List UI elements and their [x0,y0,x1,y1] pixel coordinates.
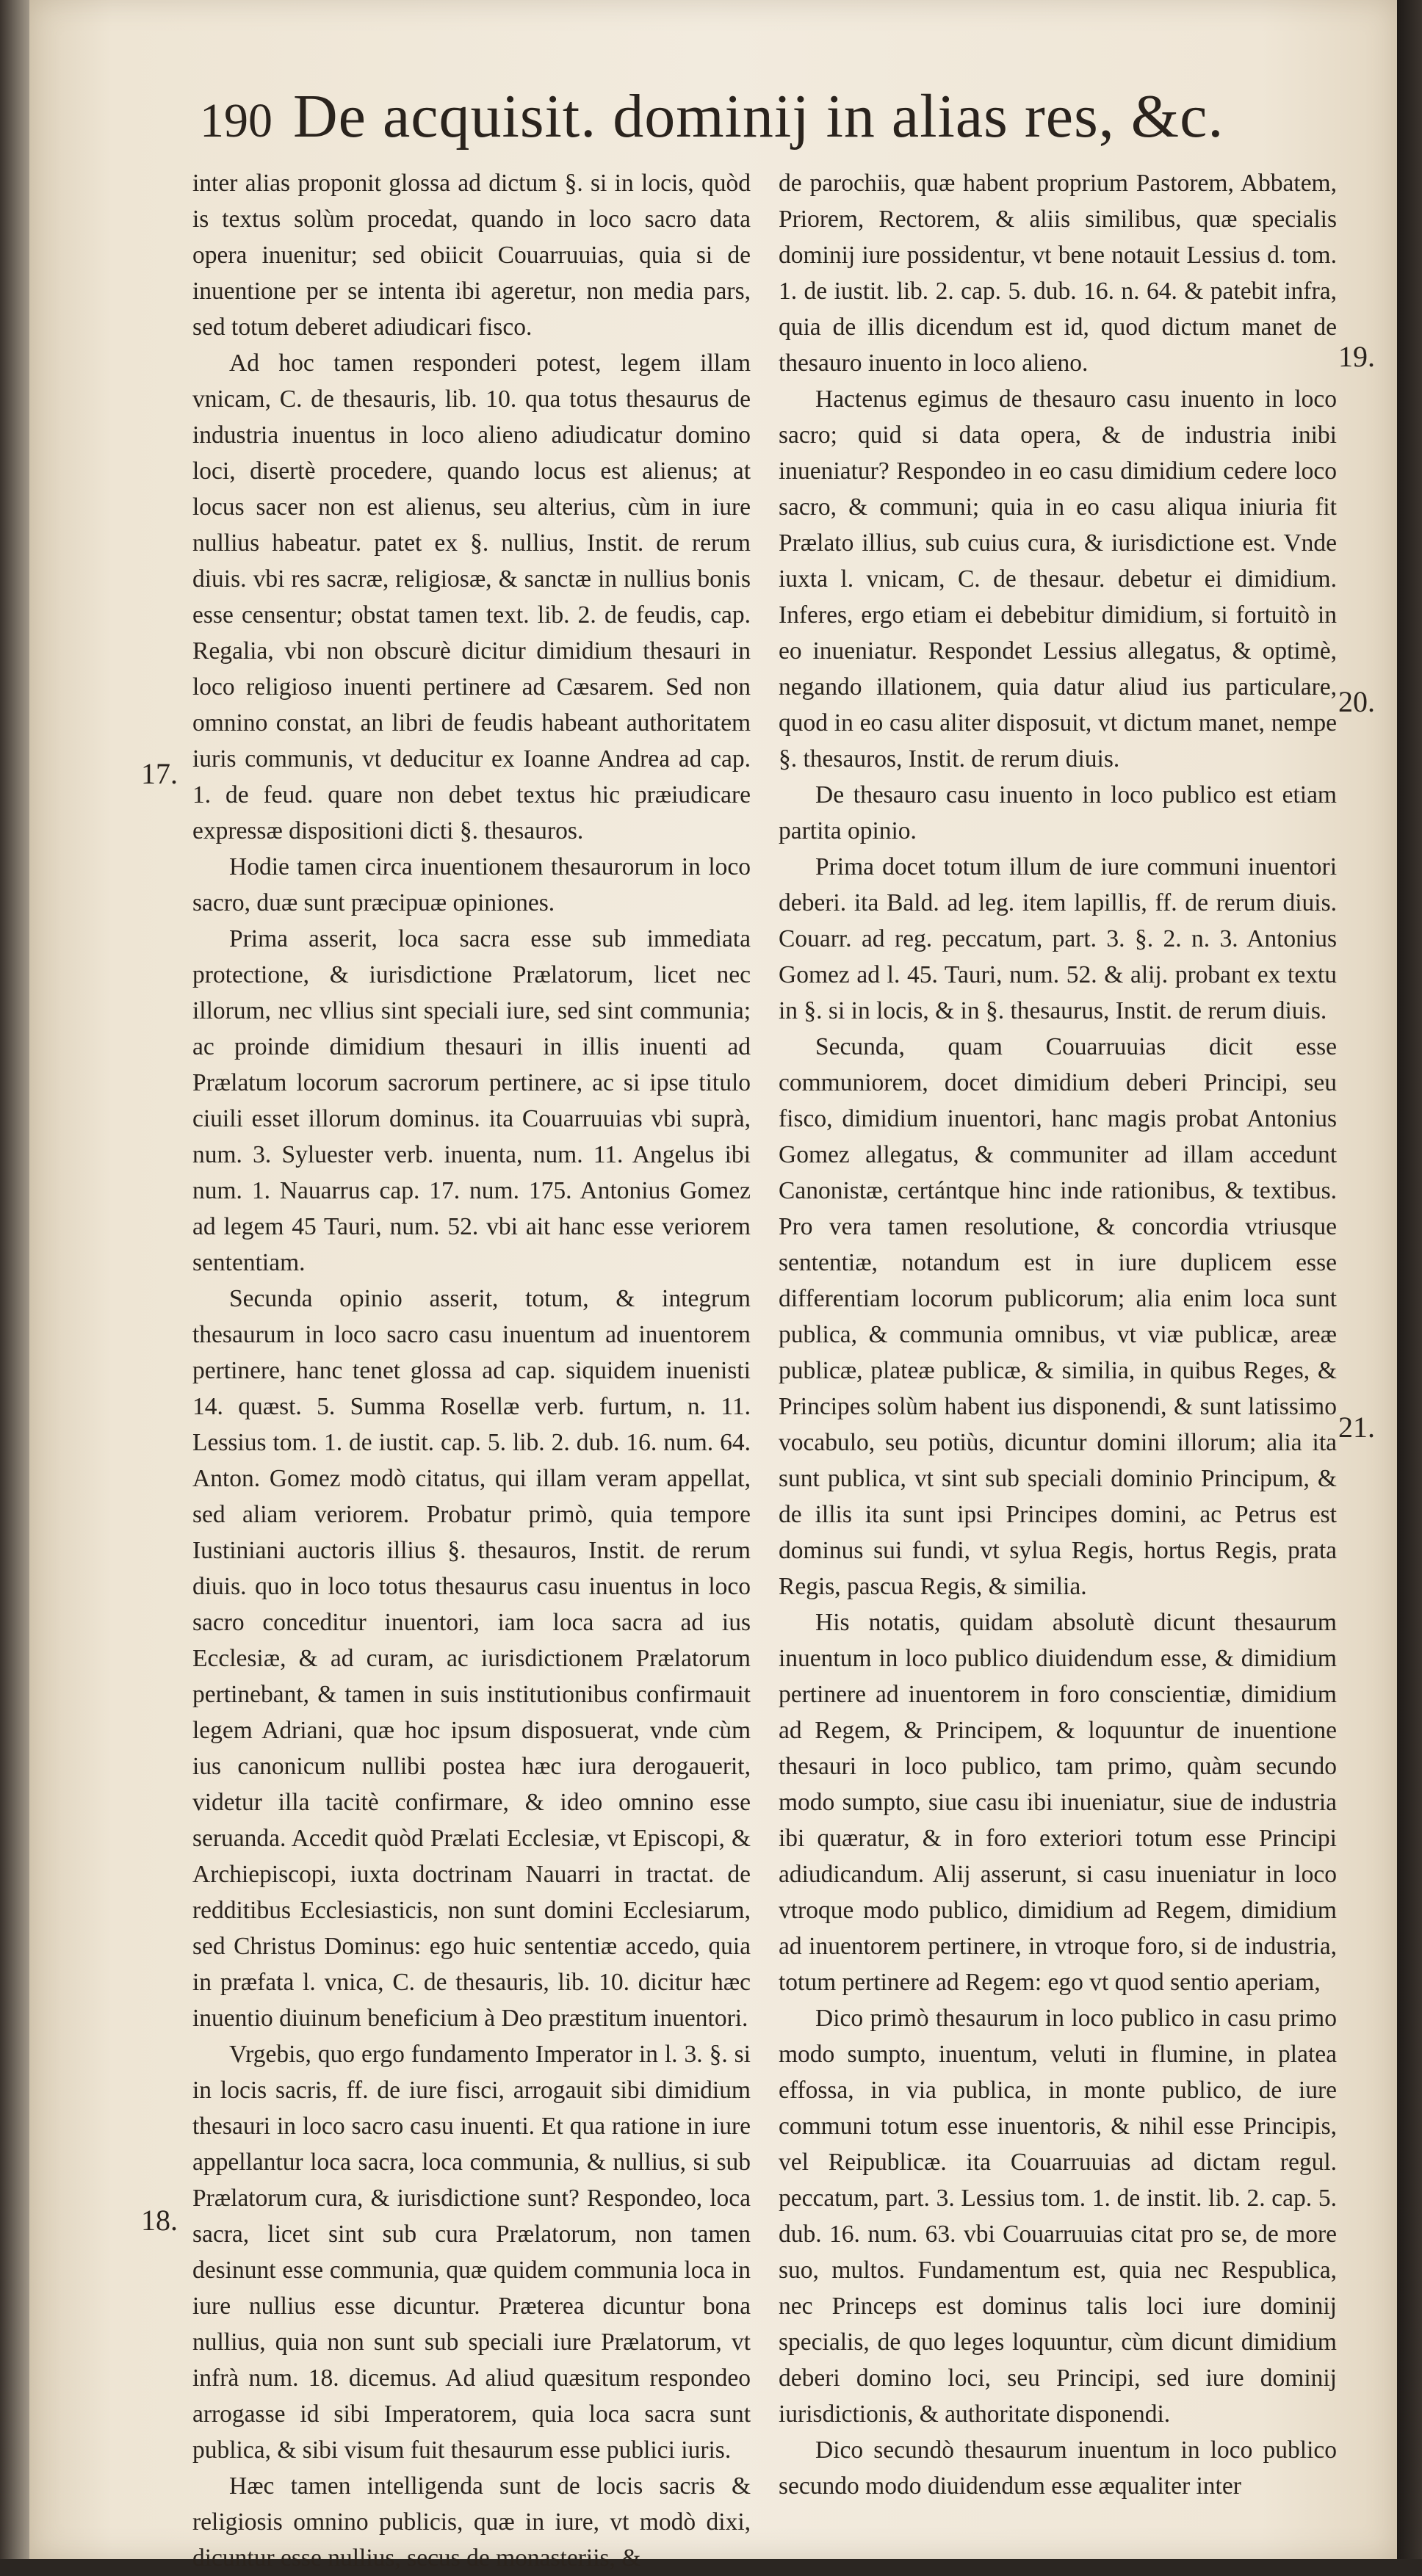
right-paragraph-5: Secunda, quam Couarruuias dicit esse communiorem, docet dimidium deberi Principi, seu fisco, dimidium inuentori, hanc magis probat Antonius Gomez allegatus, & communiter ad illam accedunt Canonistæ, certántque hinc inde rationibus, & textibus. Pro vera tamen resolutione, & concordia vtriusque sententiæ, notandum est in iure duplicem esse differentiam locorum publicorum; alia enim loca sunt publica, & communia omnibus, vt viæ publicæ, areæ publicæ, plateæ publicæ, & similia, in quibus Reges, & Principes solùm habent ius disponendi, & sunt latissimo vocabulo, seu potiùs, dicuntur domini illorum; alia ita sunt publica, vt sint sub speciali dominio Principum, & de illis ita sunt ipsi Principes domini, ac Petrus est dominus sui fundi, vt sylua Regis, hortus Regis, prata Regis, pascua Regis, & similia. [779,1033,1337,1600]
right-paragraph-4: Prima docet totum illum de iure communi inuentori deberi. ita Bald. ad leg. item lapillis, ff. de rerum diuis. Couarr. ad reg. peccatum, part. 3. §. 2. n. 3. Antonius Gomez ad l. 45. Tauri, num. 52. & alij. probant ex textu in §. si in locis, & in §. thesaurus, Instit. de rerum diuis. [779,853,1337,1024]
page-edge-shadow [1397,0,1422,2559]
margin-number-18: 18. [141,2204,178,2237]
margin-number-17: 17. [141,757,178,790]
margin-number-21: 21. [1338,1411,1375,1444]
right-paragraph-1: de parochiis, quæ habent proprium Pastorem, Abbatem, Priorem, Rectorem, & aliis similibus, quæ specialis dominij iure possidentur, vt bene notauit Lessius d. tom. 1. de iustit. lib. 2. cap. 5. dub. 16. n. 64. & patebit infra, quia de illis dicendum est id, quod dictum manet de thesauro inuento in loco alieno. [779,170,1337,377]
left-paragraph-3: Hodie tamen circa inuentionem thesaurorum in loco sacro, duæ sunt præcipuæ opiniones. [192,853,751,916]
margin-number-20: 20. [1338,685,1375,718]
right-paragraph-6: His notatis, quidam absolutè dicunt thesaurum inuentum in loco publico diuidendum esse, & dimidium pertinere ad inuentorem in foro conscientiæ, dimidium ad Regem, & Principem, & loquuntur de inuentione thesauri in loco publico, tam primo, quàm secundo modo sumpto, siue casu ibi inueniatur, siue de industria ibi quæratur, & in foro exteriori totum esse Principi adiudicandum. Alij asserunt, si casu inueniatur in loco vtroque modo publico, dimidium ad Regem, dimidium ad inuentorem pertinere, in vtroque foro, si de industria, totum pertinere ad Regem: ego vt quod sentio aperiam, [779,1609,1337,1996]
left-column [192,165,751,2576]
left-paragraph-1: inter alias proponit glossa ad dictum §. si in locis, quòd is textus solùm procedat, quando in loco sacro data opera inuenitur; sed obiicit Couarruuias, quia si de inuentione per se intenta ibi ageretur, non media pars, sed totum deberet adiudicari fisco. [192,170,751,341]
margin-number-19: 19. [1338,340,1375,373]
right-paragraph-7: Dico primò thesaurum in loco publico in casu primo modo sumpto, inuentum, veluti in flumine, in platea effossa, in via publica, in monte publico, de iure communi totum esse inuentoris, & nihil esse Principis, vel Reipublicæ. ita Couarruuias ad dictam regul. peccatum, part. 3. Lessius tom. 1. de instit. lib. 2. cap. 5. dub. 16. num. 63. vbi Couarruuias citat pro se, de more suo, multos. Fundamentum est, quia nec Respublica, nec Princeps est dominus talis loci iure dominij specialis, de quo leges loquuntur, cùm dicunt dimidium deberi domino loci, seu Principi, sed iure dominij iurisdictionis, & authoritate disponendi. [779,2005,1337,2428]
right-paragraph-8: Dico secundò thesaurum inuentum in loco publico secundo modo diuidendum esse æqualiter inter [779,2436,1337,2500]
page-header [200,81,1228,162]
left-paragraph-4: Prima asserit, loca sacra esse sub immediata protectione, & iurisdictione Prælatorum, licet nec illorum, nec vllius sint speciali iure, sed sint communia; ac proinde dimidium thesauri in illis inuenti ad Prælatum locorum sacrorum pertinere, ac si ipse titulo ciuili esset illorum dominus. ita Couarruuias vbi suprà, num. 3. Syluester verb. inuenta, num. 11. Angelus ibi num. 1. Nauarrus cap. 17. num. 175. Antonius Gomez ad legem 45 Tauri, num. 52. vbi ait hanc esse veriorem sententiam. [192,925,751,1276]
page-number: 190 [200,94,273,148]
left-paragraph-5: Secunda opinio asserit, totum, & integrum thesaurum in loco sacro casu inuentum ad inuentorem pertinere, hanc tenet glossa ad cap. siquidem inuenisti 14. quæst. 5. Summa Rosellæ verb. furtum, n. 11. Lessius tom. 1. de iustit. cap. 5. lib. 2. dub. 16. num. 64. Anton. Gomez modò citatus, qui illam veram appellat, sed aliam veriorem. Probatur primò, quia tempore Iustiniani auctoris illius §. thesauros, Instit. de rerum diuis. quo in loco totus thesaurus casu inuentus in loco sacro conceditur inuentori, iam loca sacra ad ius Ecclesiæ, & ad curam, ac iurisdictionem Prælatorum pertinebant, & tamen in suis institutionibus confirmauit legem Adriani, quæ hoc ipsum disposuerat, vnde cùm ius canonicum nullibi postea hæc iura derogauerit, videtur illa tacitè confirmare, & ideo omnino esse seruanda. Accedit quòd Prælati Ecclesiæ, vt Episcopi, & Archiepiscopi, iuxta doctrinam Nauarri in tractat. de redditibus Ecclesiasticis, non sunt domini Ecclesiarum, sed Christus Dominus: ego huic sententiæ accedo, quia in præfata l. vnica, C. de thesauris, lib. 10. dicitur hæc inuentio diuinum beneficium à Deo præstitum inuentori. [192,1285,751,2032]
right-paragraph-3: De thesauro casu inuento in loco publico est etiam partita opinio. [779,781,1337,844]
left-paragraph-2: Ad hoc tamen responderi potest, legem illam vnicam, C. de thesauris, lib. 10. qua totus thesaurus de industria inuentus in loco alieno adiudicatur domino loci, disertè procedere, quando locus est alienus; at locus sacer non est alienus, seu alterius, cùm in iure nullius habeatur. patet ex §. nullius, Instit. de rerum diuis. vbi res sacræ, religiosæ, & sanctæ in nullius bonis esse censentur; obstat tamen text. lib. 2. de feudis, cap. Regalia, vbi non obscurè dicitur dimidium thesauri in loco religioso inuenti pertinere ad Cæsarem. Sed non omnino constat, an libri de feudis habeant authoritatem iuris communis, vt deducitur ex Ioanne Andrea ad cap. 1. de feud. quare non debet textus hic præiudicare expressæ dispositioni dicti §. thesauros. [192,350,751,844]
running-title: De acquisit. dominij in alias res, &c. [293,82,1224,151]
left-paragraph-7: Hæc tamen intelligenda sunt de locis sacris & religiosis omnino publicis, quæ in iure, vt modò dixi, dicuntur esse nullius, secus de monasteriis, & [192,2472,751,2572]
right-paragraph-2: Hactenus egimus de thesauro casu inuento in loco sacro; quid si data opera, & de industria inibi inueniatur? Respondeo in eo casu dimidium cedere loco sacro, & communi; quia in eo casu aliqua iniuria fit Prælato illius, sub cuius cura, & iurisdictione est. Vnde iuxta l. vnicam, C. de thesaur. debetur ei dimidium. Inferes, ergo etiam ei debebitur dimidium, si fortuitò in eo inueniatur. Respondet Lessius allegatus, & optimè, negando illationem, quia datur aliud ius particulare, quod in eo casu aliter disposuit, vt dictum manet, nempe §. thesauros, Instit. de rerum diuis. [779,386,1337,773]
right-column [779,165,1337,2504]
left-paragraph-6: Vrgebis, quo ergo fundamento Imperator in l. 3. §. si in locis sacris, ff. de iure fisci, arrogauit sibi dimidium thesauri in loco sacro casu inuenti. Et qua ratione in iure appellantur loca sacra, loca communia, & nullius, si sub Prælatorum cura, & iurisdictione sunt? Respondeo, loca sacra, licet sint sub cura Prælatorum, non tamen desinunt esse communia, quæ quidem communia loca in iure nullius esse dicuntur. Præterea dicuntur bona nullius, quia non sunt sub speciali iure Prælatorum, vt infrà num. 18. dicemus. Ad aliud quæsitum respondeo arrogasse id sibi Imperatorem, quia loca sacra sunt publica, & sibi visum fuit thesaurum esse publici iuris. [192,2041,751,2464]
